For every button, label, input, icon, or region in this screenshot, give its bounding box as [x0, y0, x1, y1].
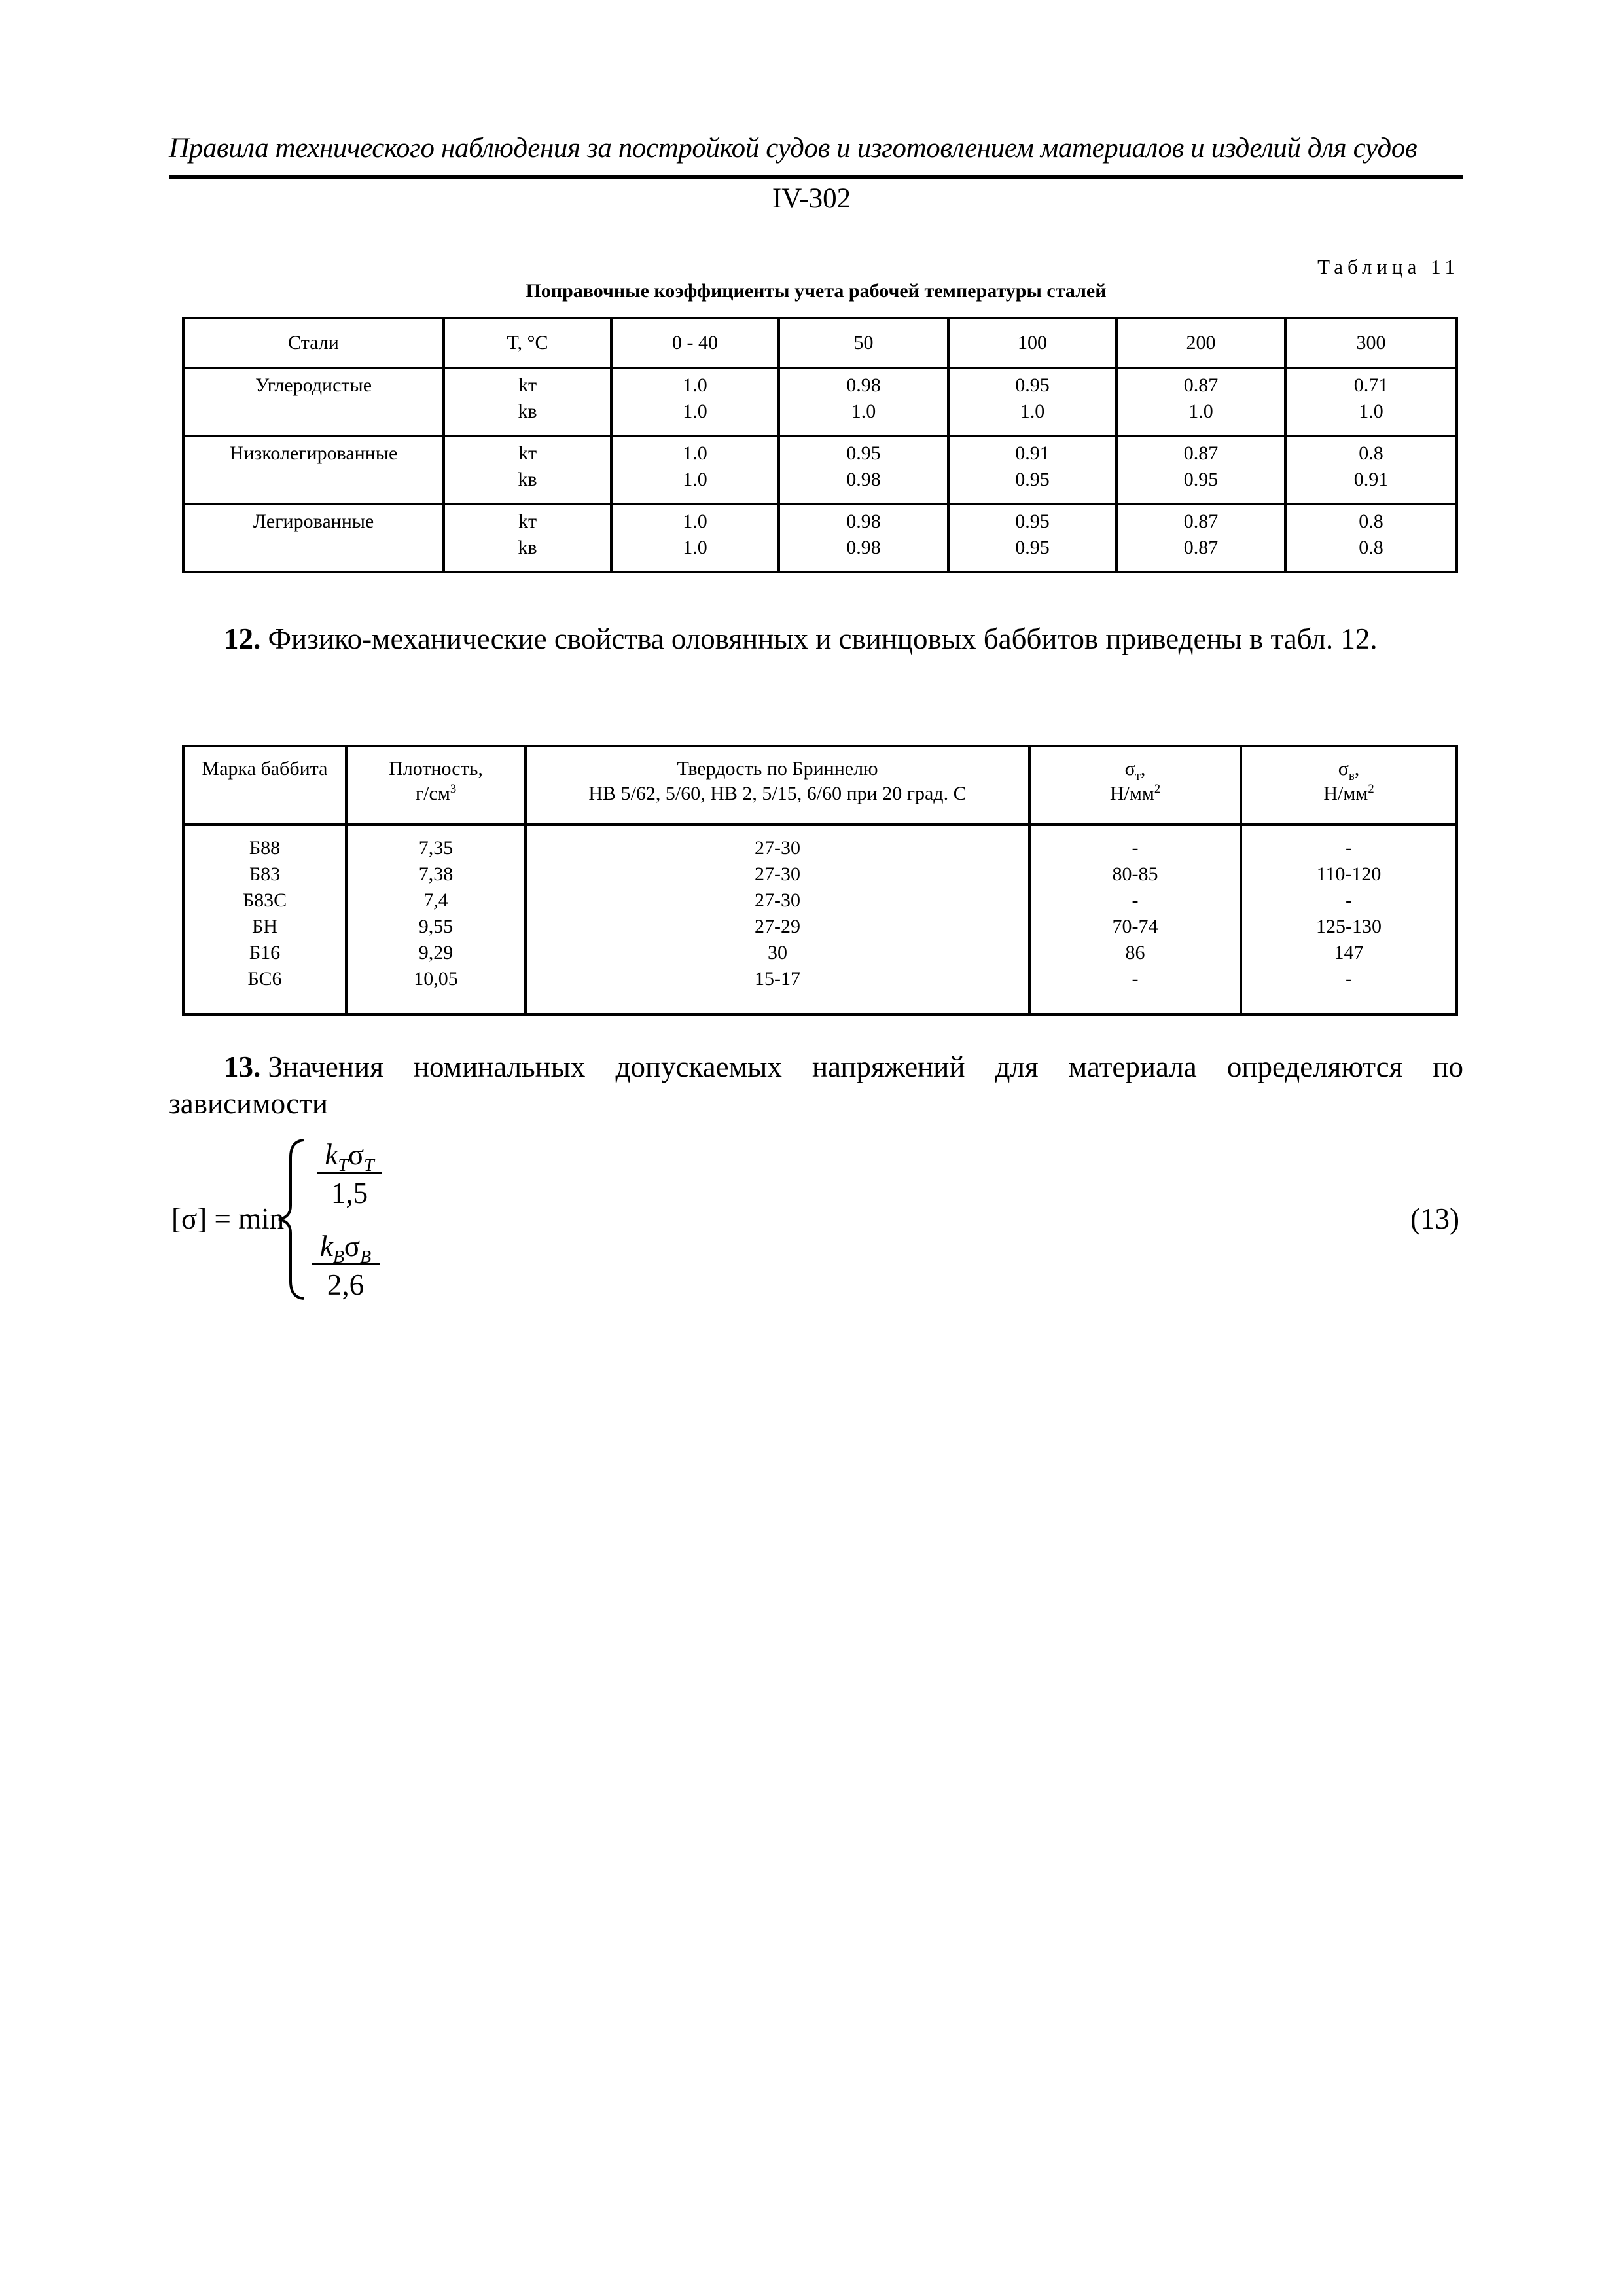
- value-cell: 1.0 1.0: [611, 436, 779, 504]
- formula-fraction-yield: $k_T\sigma_T$ 1,5: [317, 1138, 382, 1210]
- table-row: [183, 825, 1457, 1014]
- table-label: Таблица 11: [1317, 255, 1459, 278]
- column-header: Марка баббита: [183, 746, 346, 825]
- paragraph-13: [169, 1049, 1463, 1122]
- value-cell: 0.8 0.91: [1285, 436, 1457, 504]
- value-cell: 0.95 1.0: [948, 368, 1116, 436]
- value-cell: 1.0 1.0: [611, 504, 779, 572]
- paragraph-number: 13.: [224, 1050, 261, 1083]
- paragraph-12: [169, 620, 1463, 657]
- value-cell: 0.98 1.0: [779, 368, 948, 436]
- value-cell: 0.71 1.0: [1285, 368, 1457, 436]
- table-caption: Поправочные коэффициенты учета рабочей температуры сталей: [526, 280, 1107, 302]
- steel-name: Углеродистые: [183, 368, 444, 436]
- table-row: [183, 504, 1457, 572]
- column-header: 100: [948, 318, 1116, 368]
- value-cell: 0.91 0.95: [948, 436, 1116, 504]
- column-header: T, °C: [444, 318, 611, 368]
- column-header: $\sigma_в$, $Н/мм^2$: [1241, 746, 1457, 825]
- column-header: Плотность, $г/см^3$: [346, 746, 526, 825]
- column-header: 300: [1285, 318, 1457, 368]
- grade-column: Б88 Б83 Б83С БН Б16 БС6: [183, 825, 346, 1014]
- hardness-column: 27-30 27-30 27-30 27-29 30 15-17: [526, 825, 1029, 1014]
- paragraph-number: 12.: [224, 622, 261, 655]
- header-rule: [169, 175, 1463, 179]
- babbitt-properties-table: [182, 745, 1458, 1016]
- paragraph-text: Физико-механические свойства оловянных и свинцовых баббитов приведены в табл. 12.: [260, 622, 1378, 655]
- value-cell: 0.98 0.98: [779, 504, 948, 572]
- coef-cell: kт kв: [444, 436, 611, 504]
- column-header: $\sigma_т$, $Н/мм^2$: [1029, 746, 1241, 825]
- steel-temperature-table: [182, 317, 1458, 573]
- table-row: [183, 436, 1457, 504]
- value-cell: 0.87 0.87: [1116, 504, 1285, 572]
- steel-name: Легированные: [183, 504, 444, 572]
- paragraph-line: зависимости: [169, 1087, 328, 1120]
- steel-name: Низколегированные: [183, 436, 444, 504]
- table-header-row: [183, 318, 1457, 368]
- value-cell: 0.95 0.98: [779, 436, 948, 504]
- formula-fraction-tensile: $k_B\sigma_B$ 2,6: [312, 1229, 380, 1302]
- equation-number: (13): [1410, 1202, 1459, 1235]
- value-cell: 1.0 1.0: [611, 368, 779, 436]
- value-cell: 0.87 1.0: [1116, 368, 1285, 436]
- value-cell: 0.95 0.95: [948, 504, 1116, 572]
- density-column: 7,35 7,38 7,4 9,55 9,29 10,05: [346, 825, 526, 1014]
- sigma-b-column: - 110-120 - 125-130 147 -: [1241, 825, 1457, 1014]
- running-title: Правила технического наблюдения за постройкой судов и изготовлением материалов и изделий для судов: [169, 133, 1418, 164]
- column-header: Твердость по Бриннелю НВ 5/62, 5/60, НВ 2, 5/15, 6/60 при 20 град. С: [526, 746, 1029, 825]
- coef-cell: kт kв: [444, 504, 611, 572]
- coef-cell: kт kв: [444, 368, 611, 436]
- column-header: Стали: [183, 318, 444, 368]
- paragraph-line: 13. Значения номинальных допускаемых напряжений для материала определяются по: [224, 1050, 1463, 1083]
- formula-brace: [275, 1138, 308, 1301]
- sigma-t-column: - 80-85 - 70-74 86 -: [1029, 825, 1241, 1014]
- table-header-row: [183, 746, 1457, 825]
- column-header: 50: [779, 318, 948, 368]
- value-cell: 0.87 0.95: [1116, 436, 1285, 504]
- table-row: [183, 368, 1457, 436]
- column-header: 200: [1116, 318, 1285, 368]
- page-number: IV-302: [772, 183, 851, 214]
- formula-lhs: [σ] = min: [171, 1202, 285, 1235]
- column-header: 0 - 40: [611, 318, 779, 368]
- value-cell: 0.8 0.8: [1285, 504, 1457, 572]
